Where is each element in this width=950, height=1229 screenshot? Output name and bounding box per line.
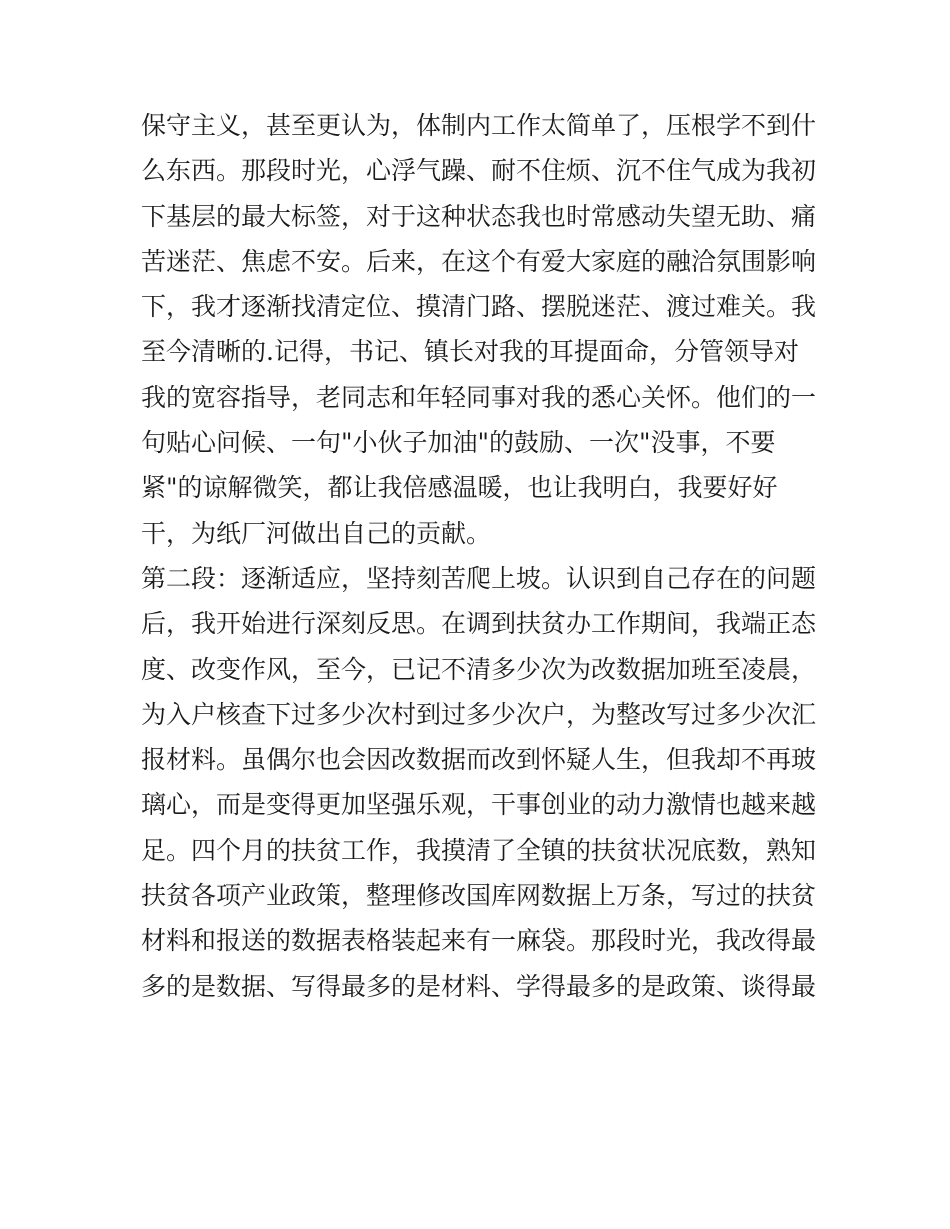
text-line: 苦迷茫、焦虑不安。后来，在这个有爱大家庭的融洽氛围影响 bbox=[141, 246, 817, 276]
text-line: 足。四个月的扶贫工作，我摸清了全镇的扶贫状况底数，熟知 bbox=[141, 835, 817, 865]
text-line: 报材料。虽偶尔也会因改数据而改到怀疑人生，但我却不再玻 bbox=[141, 745, 817, 775]
text-line: 多的是数据、写得最多的是材料、学得最多的是政策、谈得最 bbox=[141, 971, 817, 1001]
text-line: 扶贫各项产业政策，整理修改国库网数据上万条，写过的扶贫 bbox=[141, 881, 817, 911]
section-heading-line: 第二段：逐渐适应，坚持刻苦爬上坡。认识到自己存在的问题 bbox=[141, 563, 817, 593]
text-line: 后，我开始进行深刻反思。在调到扶贫办工作期间，我端正态 bbox=[141, 609, 817, 639]
text-line: 至今清晰的.记得，书记、镇长对我的耳提面命，分管领导对 bbox=[141, 337, 799, 367]
text-line: 保守主义，甚至更认为，体制内工作太简单了，压根学不到什 bbox=[141, 111, 817, 140]
text-line: 干，为纸厂河做出自己的贡献。 bbox=[141, 518, 492, 548]
text-line: 下基层的最大标签，对于这种状态我也时常感动失望无助、痛 bbox=[141, 201, 817, 231]
text-line: 材料和报送的数据表格装起来有一麻袋。那段时光，我改得最 bbox=[141, 926, 817, 956]
text-line: 句贴心问候、一句"小伙子加油"的鼓励、一次"没事，不要 bbox=[141, 428, 776, 458]
text-line: 下，我才逐渐找清定位、摸清门路、摆脱迷茫、渡过难关。我 bbox=[141, 292, 817, 322]
text-line: 度、改变作风，至今，已记不清多少次为改数据加班至凌晨， bbox=[141, 654, 817, 684]
text-line: 为入户核查下过多少次村到过多少次户，为整改写过多少次汇 bbox=[141, 699, 817, 729]
text-line: 我的宽容指导，老同志和年轻同事对我的悉心关怀。他们的一 bbox=[141, 382, 817, 412]
body-text bbox=[141, 103, 821, 1009]
text-line: 么东西。那段时光，心浮气躁、耐不住烦、沉不住气成为我初 bbox=[141, 156, 817, 186]
text-line: 紧"的谅解微笑，都让我倍感温暖，也让我明白，我要好好 bbox=[141, 473, 778, 503]
text-line: 璃心，而是变得更加坚强乐观，干事创业的动力激情也越来越 bbox=[141, 790, 817, 820]
